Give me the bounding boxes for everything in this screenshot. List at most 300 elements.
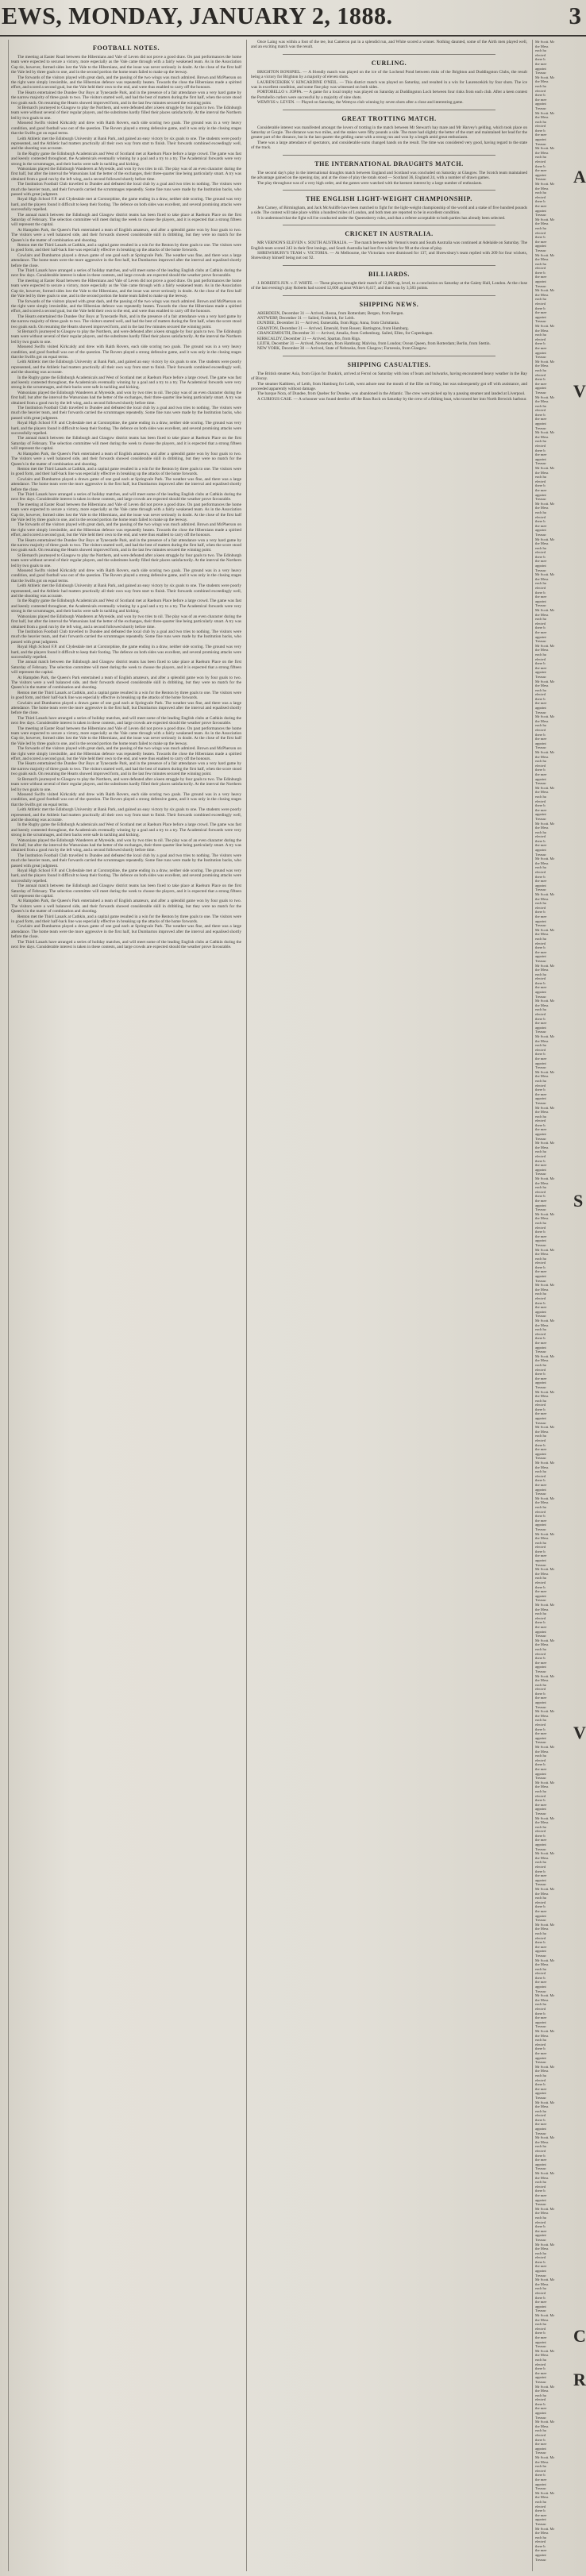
article-paragraph: each ha — [535, 119, 546, 124]
article-paragraph: there b — [535, 910, 546, 914]
article-paragraph: Treasur — [535, 2273, 546, 2278]
article-paragraph: elected — [535, 1900, 546, 1904]
article-paragraph: appoint — [535, 422, 546, 426]
article-paragraph: Treasur — [535, 1456, 546, 1461]
article-paragraph: appoint — [535, 1523, 546, 1527]
article-paragraph: each ha — [535, 48, 546, 53]
article-paragraph: Mr Scott. Mr — [535, 1887, 555, 1891]
article-paragraph: the mee — [535, 2228, 547, 2233]
article-paragraph: the Mess — [535, 257, 549, 262]
article-paragraph: each ha — [535, 1327, 546, 1332]
article-paragraph: the Mess — [535, 186, 549, 191]
article-paragraph: Mr Scott. Mr — [535, 537, 555, 541]
article-paragraph: there b — [535, 1122, 546, 1127]
heading-football: FOOTBALL NOTES. — [92, 44, 160, 52]
article-paragraph: Mr Scott. Mr — [535, 927, 555, 932]
article-paragraph: elected — [535, 1615, 546, 1620]
article-paragraph: elected — [535, 1545, 546, 1550]
article-paragraph: elected — [535, 1581, 546, 1585]
article-paragraph: Treasur — [535, 1278, 546, 1283]
article-paragraph: elected — [535, 2113, 546, 2118]
article-paragraph: elected — [535, 2504, 546, 2509]
article-paragraph: Mr Scott. Mr — [535, 1176, 555, 1180]
article-paragraph: there b — [535, 306, 546, 310]
article-paragraph: Mr Scott. Mr — [535, 2064, 555, 2069]
article-paragraph: elected — [535, 2255, 546, 2260]
article-paragraph: the Mess — [535, 2317, 549, 2322]
article-paragraph: there b — [535, 341, 546, 346]
article-paragraph: Mr Scott. Mr — [535, 2171, 555, 2175]
article-paragraph: appoint — [535, 1807, 546, 1812]
article-paragraph: elected — [535, 1793, 546, 1798]
article-paragraph: Treasur — [535, 177, 546, 182]
article-paragraph: Mr Scott. Mr — [535, 1745, 555, 1749]
article-paragraph: the Mess — [535, 1394, 549, 1399]
article-paragraph: each ha — [535, 2322, 546, 2327]
article-paragraph: The forwards of the visitors played with great dash, and the passing of the two wings was much admired. Brown and McPherson on the right were simply irresistible, and the Hibernian defence was repeatedly beaten. Towards the close the Hibernians made a spirited effort, and scored a second goal, but the Vale held their own to the end, and were thus enabled to carry off the honours. — [11, 522, 241, 538]
article-paragraph: there b — [535, 1762, 546, 1767]
article-paragraph: each ha — [535, 2215, 546, 2220]
article-paragraph: the Mess — [535, 718, 549, 723]
curling-paragraphs — [251, 70, 527, 106]
article-paragraph: there b — [535, 2259, 546, 2264]
article-paragraph: appoint — [535, 1309, 546, 1314]
article-paragraph: the Mess — [535, 1074, 549, 1079]
article-paragraph: there b — [535, 1514, 546, 1519]
article-paragraph: each ha — [535, 687, 546, 692]
article-paragraph: Mr Scott. Mr — [535, 2100, 555, 2104]
article-paragraph: Treasur — [535, 1953, 546, 1958]
article-paragraph: appoint — [535, 1274, 546, 1279]
article-paragraph: the Mess — [535, 150, 549, 155]
article-paragraph: elected — [535, 1012, 546, 1017]
article-paragraph: the Mess — [535, 1429, 549, 1434]
article-paragraph: MR VERNON'S ELEVEN v. SOUTH AUSTRALIA. — The match between Mr Vernon's team and South Australia was continued at Adelaide on Saturday. The English team scored 243 in their first innings, and South Australia had lost five wickets for 98 at the close of play. — [251, 241, 527, 251]
article-paragraph: PORTOBELLO v. JOPPA. — A game for a local trophy was played on Saturday at Duddingston Loch between four rinks from each club. After a keen contest the Portobello curlers were successful by a majority of nine shots. — [251, 90, 527, 100]
article-paragraph: each ha — [535, 581, 546, 586]
article-paragraph: the Mess — [535, 115, 549, 120]
article-paragraph: the mee — [535, 1696, 547, 1700]
article-paragraph: The Third Lanark have arranged a series of holiday matches, and will meet some of the leading English clubs at Cathkin during the next few days. Considerable interest is taken in these contests, and large crowds are expected should the weather prove favourable. — [11, 491, 241, 502]
article-paragraph: there b — [535, 1798, 546, 1803]
article-paragraph: appoint — [535, 776, 546, 781]
article-paragraph: appoint — [535, 2127, 546, 2131]
article-paragraph: The Institution Football Club travelled to Dundee and defeated the local club by a goal and two tries to nothing. The visitors were much the heavier team, and their forwards carried the scrummages repeatedly. Some fine runs were made by the Institution backs, who passed with great judgment. — [11, 182, 241, 197]
article-paragraph: Mr Scott. Mr — [535, 1283, 555, 1288]
article-paragraph: elected — [535, 479, 546, 483]
article-paragraph: appoint — [535, 990, 546, 995]
article-paragraph: the Mess — [535, 1180, 549, 1185]
article-paragraph: Treasur — [535, 319, 546, 324]
article-paragraph: Treasur — [535, 568, 546, 572]
article-paragraph: the mee — [535, 2122, 547, 2127]
article-paragraph: the mee — [535, 630, 547, 634]
article-paragraph: elected — [535, 194, 546, 199]
article-paragraph: each ha — [535, 652, 546, 657]
article-paragraph: the Mess — [535, 612, 549, 617]
article-paragraph: appoint — [535, 1913, 546, 1918]
edge-letter: S — [573, 1191, 584, 1211]
article-paragraph: each ha — [535, 1860, 546, 1865]
article-paragraph: appoint — [535, 1735, 546, 1740]
article-paragraph: Treasur — [535, 1918, 546, 1923]
article-paragraph: the Mess — [535, 1571, 549, 1576]
article-paragraph: St Bernard's journeyed to Glasgow to play the Northern, and were defeated after a keen struggle by four goals to two. The Edinburgh team were without several of their regular players, and the substitutes hardly filled their places satisfactorily. At the interval the Northern led by two goals to one. — [11, 329, 242, 345]
article-paragraph: Treasur — [535, 283, 546, 288]
article-paragraph: each ha — [535, 1824, 546, 1829]
article-paragraph: the Mess — [535, 2211, 549, 2216]
article-paragraph: In the Rugby game the Edinburgh Academicals and West of Scotland met at Raeburn Place before a large crowd. The game was fast and keenly contested throughout, the Academicals eventually winning by a goal and a try to a try. The Academical forwards were very strong in the scrummages, and their backs were safe in tackling and kicking. — [11, 822, 241, 838]
article-paragraph: there b — [535, 1265, 546, 1269]
article-paragraph: the mee — [535, 345, 547, 350]
article-paragraph: Cowlairs and Dumbarton played a drawn game of one goal each at Springvale Park. The weather was fine, and there was a large attendance. The home team were the more aggressive in the first half, but Dumbarton improved after the interval and equalised shortly before the close. — [11, 924, 241, 940]
article-paragraph: appoint — [535, 1132, 546, 1137]
article-paragraph: Renton met the Third Lanark at Cathkin, and a capital game resulted in a win for the Renton by three goals to one. The visitors were in good form, and their half-back line was especially effective in breaking up the attacks of the home forwards. — [11, 466, 241, 477]
article-paragraph: Mr Scott. Mr — [535, 2242, 555, 2247]
article-paragraph: the mee — [535, 2300, 547, 2305]
article-paragraph: The Third Lanark have arranged a series of holiday matches, and will meet some of the leading English clubs at Cathkin during the next few days. Considerable interest is taken in these contests, and large crowds are expected should the weather prove favourable. — [11, 268, 241, 279]
article-paragraph: In the Rugby game the Edinburgh Academicals and West of Scotland met at Raeburn Place before a large crowd. The game was fast and keenly contested throughout, the Academicals eventually winning by a goal and a try to a try. The Academical forwards were very strong in the scrummages, and their backs were safe in tackling and kicking. — [11, 599, 241, 614]
article-paragraph: each ha — [535, 1220, 546, 1225]
article-paragraph: there b — [535, 2117, 546, 2122]
article-paragraph: the mee — [535, 2050, 547, 2055]
article-paragraph: elected — [535, 550, 546, 555]
article-paragraph: appoint — [535, 706, 546, 710]
article-paragraph: Treasur — [535, 1562, 546, 1567]
article-paragraph: there b — [535, 235, 546, 240]
article-paragraph: the mee — [535, 2158, 547, 2162]
article-paragraph: there b — [535, 2473, 546, 2478]
article-paragraph: each ha — [535, 1149, 546, 1154]
article-paragraph: Treasur — [535, 2131, 546, 2135]
article-paragraph: Mr Scott. Mr — [535, 963, 555, 968]
article-paragraph: elected — [535, 2291, 546, 2296]
article-paragraph: Mr Scott. Mr — [535, 2420, 555, 2424]
article-paragraph: The Institution Football Club travelled to Dundee and defeated the local club by a goal and two tries to nothing. The visitors were much the heavier team, and their forwards carried the scrummages repeatedly. Some fine runs were made by the Institution backs, who passed with great judgment. — [11, 629, 241, 645]
article-paragraph: each ha — [535, 297, 546, 302]
article-paragraph: appoint — [535, 2482, 546, 2486]
article-paragraph: The Hearts entertained the Dundee Our Boys at Tynecastle Park, and in the presence of a fair attendance won a very hard game by the narrow majority of three goals to two. The visitors started well, and had the best of matters during the first half, when the score stood two goals each. On resuming the Hearts showed improved form, and in the last few minutes secured the winning point. — [11, 314, 241, 329]
article-paragraph: Treasur — [535, 745, 546, 750]
article-paragraph: each ha — [535, 865, 546, 870]
article-paragraph: The annual match between the Edinburgh and Glasgow district teams has been fixed to take place at Raeburn Place on the first Saturday of February. The selection committee will meet during the week to choose the players, and it is expected that a strong fifteen will represent the capital. — [11, 884, 241, 899]
article-paragraph: elected — [535, 230, 546, 235]
article-paragraph: there b — [535, 1372, 546, 1377]
article-paragraph: ABERDEEN, December 31 — Arrived, Rosna, from Rotterdam; Bergen, from Bergen. — [257, 310, 404, 316]
article-paragraph: St Bernard's journeyed to Glasgow to play the Northern, and were defeated after a keen struggle by four goals to two. The Edinburgh team were without several of their regular players, and the substitutes hardly filled their places satisfactorily. At the interval the Northern led by two goals to one. — [11, 553, 242, 568]
article-paragraph: Treasur — [535, 2486, 546, 2491]
edge-letter: V — [573, 1723, 586, 1742]
article-paragraph: the mee — [535, 1056, 547, 1061]
article-paragraph: appoint — [535, 741, 546, 745]
article-paragraph: Mr Scott. Mr — [535, 892, 555, 896]
article-paragraph: the mee — [535, 1766, 547, 1771]
article-paragraph: GRANGEMOUTH, December 31 — Arrived, Amalia, from Gothenburg. Sailed, Ellen, for Copenhagen. — [257, 331, 434, 337]
article-paragraph: elected — [535, 52, 546, 57]
article-paragraph: DUNDEE, December 31 — Arrived, Esmeralda, from Riga; Anna, from Christiania. — [257, 321, 400, 326]
article-paragraph: the mee — [535, 1838, 547, 1842]
article-paragraph: each ha — [535, 2428, 546, 2433]
article-paragraph: Mr Scott. Mr — [535, 466, 555, 470]
heading-curling: CURLING. — [371, 59, 407, 67]
article-paragraph: elected — [535, 657, 546, 661]
article-paragraph: Royal High School F.P. and Clydesdale met at Corstorphine, the game ending in a draw, neither side scoring. The ground was very hard, and the players found it difficult to keep their footing. The defence on both sides was excellent, and several promising attacks were successfully repelled. — [11, 868, 241, 884]
article-paragraph: Treasur — [535, 2202, 546, 2207]
article-paragraph: In the Rugby game the Edinburgh Academicals and West of Scotland met at Raeburn Place before a large crowd. The game was fast and keenly contested throughout, the Academicals eventually winning by a goal and a try to a try. The Academical forwards were very strong in the scrummages, and their backs were safe in tackling and kicking. — [11, 151, 241, 167]
article-paragraph: J. ROBERTS JUN. v. F. WHITE. — These players brought their match of 12,000 up, level, to a conclusion on Saturday at the Gaiety Hall, London. At the close of the last evening's play Roberts had scored 12,000 against White's 8,417, and thus won by 3,583 points. — [251, 280, 527, 291]
article-paragraph: Watsonians played the Edinburgh Wanderers at Myreside, and won by two tries to nil. The play was of an even character during the first half, but after the interval the Watsonians had the better of the exchanges, their three-quarter line being particularly smart. A try was obtained from a good run by the left wing, and a second followed shortly before time. — [11, 166, 241, 182]
article-paragraph: there b — [535, 1478, 546, 1483]
article-paragraph: the Mess — [535, 399, 549, 404]
article-paragraph: Mr Scott. Mr — [535, 288, 555, 293]
article-paragraph: the mee — [535, 2406, 547, 2411]
article-paragraph: the Mess — [535, 1962, 549, 1967]
article-paragraph: appoint — [535, 1061, 546, 1065]
article-paragraph: The annual match between the Edinburgh and Glasgow district teams has been fixed to take place at Raeburn Place on the first Saturday of February. The selection committee will meet during the week to choose the players, and it is expected that a strong fifteen will represent the capital. — [11, 212, 241, 228]
article-paragraph: elected — [535, 905, 546, 910]
article-paragraph: the mee — [535, 2086, 547, 2091]
article-paragraph: NEW YORK, December 30 — Arrived, State of Nebraska, from Glasgow; Furnessia, from Glasgow. — [257, 346, 427, 352]
cricket-paragraphs — [251, 241, 527, 261]
article-paragraph: At Hampden Park, the Queen's Park entertained a team of English amateurs, and after a splendid game won by four goals to two. The visitors were a well balanced side, and their forwards showed considerable skill in dribbling, but they were no match for the Queen's in the matter of combination and shooting. — [11, 899, 241, 914]
article-paragraph: the mee — [535, 2016, 547, 2020]
article-paragraph: Treasur — [535, 2451, 546, 2455]
heading-shipping-casualties: SHIPPING CASUALTIES. — [347, 360, 431, 368]
article-paragraph: elected — [535, 2149, 546, 2154]
article-paragraph: GRANTON, December 31 — Arrived, Emerald, from Rouen; Hartington, from Hamburg. — [257, 325, 409, 331]
article-paragraph: the Mess — [535, 932, 549, 937]
article-paragraph: there b — [535, 1584, 546, 1589]
article-paragraph: Cowlairs and Dumbarton played a drawn game of one goal each at Springvale Park. The weather was fine, and there was a large attendance. The home team were the more aggressive in the first half, but Dumbarton improved after the interval and equalised shortly before the close. — [11, 252, 241, 268]
article-paragraph: the mee — [535, 1269, 547, 1274]
right-fragments — [535, 40, 584, 2562]
article-paragraph: appoint — [535, 172, 546, 177]
article-paragraph: Mr Scott. Mr — [535, 146, 555, 151]
article-paragraph: each ha — [535, 1682, 546, 1687]
column-football — [11, 40, 247, 2571]
article-paragraph: elected — [535, 408, 546, 413]
article-paragraph: the Mess — [535, 79, 549, 84]
article-paragraph: Treasur — [535, 425, 546, 430]
article-paragraph: Watsonians played the Edinburgh Wanderers at Myreside, and won by two tries to nil. The play was of an even character during the first half, but after the interval the Watsonians had the better of the exchanges, their three-quarter line being particularly smart. A try was obtained from a good run by the left wing, and a second followed shortly before time. — [11, 390, 241, 406]
article-paragraph: each ha — [535, 2357, 546, 2362]
article-paragraph: elected — [535, 2468, 546, 2473]
edge-letter: V — [573, 381, 586, 401]
article-paragraph: elected — [535, 941, 546, 945]
article-paragraph: there b — [535, 2153, 546, 2158]
article-paragraph: The meeting at Easter Road between the Hibernians and Vale of Leven did not prove a good draw. On past performances the home team were expected to secure a victory, more especially as the Vale came through with a fairly weakened team. As in the Association Cup tie, however, formed sides lost the Vale to the Hibernians, and the issue was never seriously in doubt. At the close of the first half the Vale led by three goals to one, and in the second portion the home team failed to make up the leeway. — [11, 502, 241, 522]
edge-letter: R — [573, 2370, 586, 2389]
heading-trotting: GREAT TROTTING MATCH. — [341, 114, 437, 122]
article-paragraph: elected — [535, 2184, 546, 2189]
article-paragraph: Mr Scott. Mr — [535, 821, 555, 826]
article-paragraph: Treasur — [535, 1207, 546, 1212]
article-paragraph: there b — [535, 2401, 546, 2406]
article-paragraph: appoint — [535, 634, 546, 639]
article-paragraph: the Mess — [535, 328, 549, 333]
article-paragraph: each ha — [535, 972, 546, 976]
article-paragraph: elected — [535, 1047, 546, 1052]
article-paragraph: the mee — [535, 61, 547, 66]
article-paragraph: appoint — [535, 564, 546, 568]
article-paragraph: Mr Scott. Mr — [535, 1922, 555, 1927]
article-paragraph: the mee — [535, 239, 547, 244]
article-paragraph: Mr Scott. Mr — [535, 714, 555, 719]
article-paragraph: appoint — [535, 2517, 546, 2522]
article-paragraph: Mr Scott. Mr — [535, 501, 555, 506]
article-paragraph: the Mess — [535, 1820, 549, 1825]
article-paragraph: there b — [535, 1869, 546, 1873]
article-paragraph: there b — [535, 270, 546, 275]
masthead — [0, 0, 586, 37]
article-paragraph: there b — [535, 1194, 546, 1199]
article-paragraph: the Mess — [535, 292, 549, 297]
article-paragraph: there b — [535, 590, 546, 595]
article-paragraph: Mr Scott. Mr — [535, 2384, 555, 2389]
article-paragraph: Mr Scott. Mr — [535, 1638, 555, 1642]
article-paragraph: the mee — [535, 487, 547, 492]
article-paragraph: the Mess — [535, 364, 549, 368]
article-paragraph: Jem Carney, of Birmingham, and Jack McAuliffe have been matched to fight for the light-weight championship of the world and a stake of five hundred pounds a side. The contest will take place within a hundred miles of London, and both men are reported to be in excellent condition. — [251, 205, 527, 216]
article-paragraph: elected — [535, 2077, 546, 2082]
article-paragraph: Treasur — [535, 1634, 546, 1638]
article-paragraph: elected — [535, 514, 546, 519]
article-paragraph: the mee — [535, 1411, 547, 1416]
divider — [283, 265, 495, 266]
article-paragraph: appoint — [535, 1842, 546, 1847]
divider — [283, 54, 495, 55]
article-paragraph: appoint — [535, 1167, 546, 1172]
article-paragraph: appoint — [535, 2055, 546, 2060]
article-paragraph: elected — [535, 1189, 546, 1194]
article-paragraph: there b — [535, 1407, 546, 1411]
article-paragraph: the Mess — [535, 541, 549, 546]
article-paragraph: At Hampden Park, the Queen's Park entertained a team of English amateurs, and after a splendid game won by four goals to two. The visitors were a well balanced side, and their forwards showed considerable skill in dribbling, but they were no match for the Queen's in the matter of combination and shooting. — [11, 451, 241, 467]
article-paragraph: Treasur — [535, 958, 546, 963]
article-paragraph: each ha — [535, 261, 546, 266]
article-paragraph: there b — [535, 945, 546, 950]
article-paragraph: elected — [535, 1225, 546, 1230]
article-paragraph: the mee — [535, 914, 547, 918]
article-paragraph: Mr Scott. Mr — [535, 40, 555, 44]
article-paragraph: Mr Scott. Mr — [535, 2348, 555, 2353]
article-paragraph: elected — [535, 2397, 546, 2402]
article-paragraph: there b — [535, 1975, 546, 1980]
article-paragraph: the Mess — [535, 434, 549, 439]
article-paragraph: appoint — [535, 1665, 546, 1669]
article-paragraph: each ha — [535, 545, 546, 550]
article-paragraph: Royal High School F.P. and Clydesdale met at Corstorphine, the game ending in a draw, neither side scoring. The ground was very hard, and the players found it difficult to keep their footing. The defence on both sides was excellent, and several promising attacks were successfully repelled. — [11, 421, 241, 437]
article-paragraph: Renton met the Third Lanark at Cathkin, and a capital game resulted in a win for the Renton by three goals to one. The visitors were in good form, and their half-back line was especially effective in breaking up the attacks of the home forwards. — [11, 690, 241, 701]
article-paragraph: Treasur — [535, 1136, 546, 1141]
article-paragraph: Mr Scott. Mr — [535, 1531, 555, 1536]
article-paragraph: each ha — [535, 83, 546, 88]
article-paragraph: the mee — [535, 203, 547, 208]
article-paragraph: elected — [535, 1687, 546, 1692]
article-paragraph: there b — [535, 2543, 546, 2548]
article-paragraph: elected — [535, 728, 546, 733]
article-paragraph: the Mess — [535, 1891, 549, 1896]
article-paragraph: each ha — [535, 2144, 546, 2149]
article-paragraph: elected — [535, 337, 546, 341]
article-paragraph: the mee — [535, 772, 547, 776]
article-paragraph: Treasur — [535, 852, 546, 857]
article-paragraph: there b — [535, 1088, 546, 1092]
article-paragraph: Treasur — [535, 816, 546, 821]
article-paragraph: the mee — [535, 452, 547, 457]
article-paragraph: appoint — [535, 1096, 546, 1101]
article-paragraph: The forwards of the visitors played with great dash, and the passing of the two wings was much admired. Brown and McPherson on the right were simply irresistible, and the Hibernian defence was repeatedly beaten. Towards the close the Hibernians made a spirited effort, and scored a second goal, but the Vale held their own to the end, and were thus enabled to carry off the honours. — [11, 298, 241, 314]
article-paragraph: appoint — [535, 208, 546, 213]
article-paragraph: the mee — [535, 595, 547, 599]
article-paragraph: The meeting at Easter Road between the Hibernians and Vale of Leven did not prove a good draw. On past performances the home team were expected to secure a victory, more especially as the Vale came through with a fairly weakened team. As in the Association Cup tie, however, formed sides lost the Vale to the Hibernians, and the issue was never seriously in doubt. At the close of the first half the Vale led by three goals to one, and in the second portion the home team failed to make up the leeway. — [11, 726, 241, 746]
article-paragraph: each ha — [535, 191, 546, 195]
article-paragraph: the Mess — [535, 861, 549, 865]
article-paragraph: Treasur — [535, 141, 546, 146]
article-paragraph: elected — [535, 160, 546, 164]
article-paragraph: each ha — [535, 1646, 546, 1651]
article-paragraph: there b — [535, 2082, 546, 2087]
article-paragraph: Mr Scott. Mr — [535, 2455, 555, 2459]
article-paragraph: Watsonians played the Edinburgh Wanderers at Myreside, and won by two tries to nil. The play was of an even character during the first half, but after the interval the Watsonians had the better of the exchanges, their three-quarter line being particularly smart. A try was obtained from a good run by the left wing, and a second followed shortly before time. — [11, 837, 241, 853]
article-paragraph: Treasur — [535, 2024, 546, 2029]
article-paragraph: the mee — [535, 985, 547, 990]
article-paragraph: each ha — [535, 723, 546, 728]
article-paragraph: Treasur — [535, 1527, 546, 1531]
article-paragraph: elected — [535, 834, 546, 839]
draughts-paragraphs — [251, 171, 527, 186]
article-paragraph: there b — [535, 377, 546, 382]
article-paragraph: appoint — [535, 2339, 546, 2344]
article-paragraph: there b — [535, 661, 546, 666]
article-paragraph: The Hearts entertained the Dundee Our Boys at Tynecastle Park, and in the presence of a fair attendance won a very hard game by the narrow majority of three goals to two. The visitors started well, and had the best of matters during the first half, when the score stood two goals each. On resuming the Hearts showed improved form, and in the last few minutes secured the winning point. — [11, 537, 241, 553]
article-paragraph: Treasur — [535, 1384, 546, 1389]
article-paragraph: there b — [535, 2437, 546, 2442]
article-paragraph: the Mess — [535, 790, 549, 795]
article-paragraph: each ha — [535, 830, 546, 834]
article-paragraph: appoint — [535, 386, 546, 391]
article-paragraph: Mr Scott. Mr — [535, 572, 555, 577]
article-paragraph: each ha — [535, 475, 546, 479]
article-paragraph: elected — [535, 1758, 546, 1762]
article-paragraph: the Mess — [535, 648, 549, 653]
article-paragraph: Treasur — [535, 639, 546, 644]
article-paragraph: Treasur — [535, 390, 546, 395]
article-paragraph: Cowlairs and Dumbarton played a drawn game of one goal each at Springvale Park. The weather was fine, and there was a large attendance. The home team were the more aggressive in the first half, but Dumbarton improved after the interval and equalised shortly before the close. — [11, 476, 241, 492]
article-paragraph: there b — [535, 838, 546, 843]
article-paragraph: elected — [535, 2539, 546, 2544]
article-paragraph: Mr Scott. Mr — [535, 75, 555, 79]
article-paragraph: The barque Nora, of Dundee, from Quebec for Dundee, was abandoned in the Atlantic. The crew were picked up by a passing steamer and landed at Liverpool. — [257, 391, 526, 397]
article-paragraph: The annual match between the Edinburgh and Glasgow district teams has been fixed to take place at Raeburn Place on the first Saturday of February. The selection committee will meet during the week to choose the players, and it is expected that a strong fifteen will represent the capital. — [11, 436, 241, 452]
article-paragraph: appoint — [535, 244, 546, 248]
article-paragraph: Mr Scott. Mr — [535, 2278, 555, 2282]
article-paragraph: there b — [535, 1336, 546, 1341]
article-paragraph: Treasur — [535, 1846, 546, 1851]
article-paragraph: the mee — [535, 275, 547, 279]
article-paragraph: Mr Scott. Mr — [535, 999, 555, 1003]
article-paragraph: appoint — [535, 1771, 546, 1776]
article-paragraph: elected — [535, 1829, 546, 1834]
article-paragraph: Mr Scott. Mr — [535, 2526, 555, 2531]
article-paragraph: appoint — [535, 2411, 546, 2416]
article-paragraph: appoint — [535, 1629, 546, 1634]
article-paragraph: each ha — [535, 2464, 546, 2469]
article-paragraph: appoint — [535, 1238, 546, 1243]
article-paragraph: each ha — [535, 2180, 546, 2185]
article-paragraph: Mr Scott. Mr — [535, 252, 555, 257]
article-paragraph: elected — [535, 1083, 546, 1088]
